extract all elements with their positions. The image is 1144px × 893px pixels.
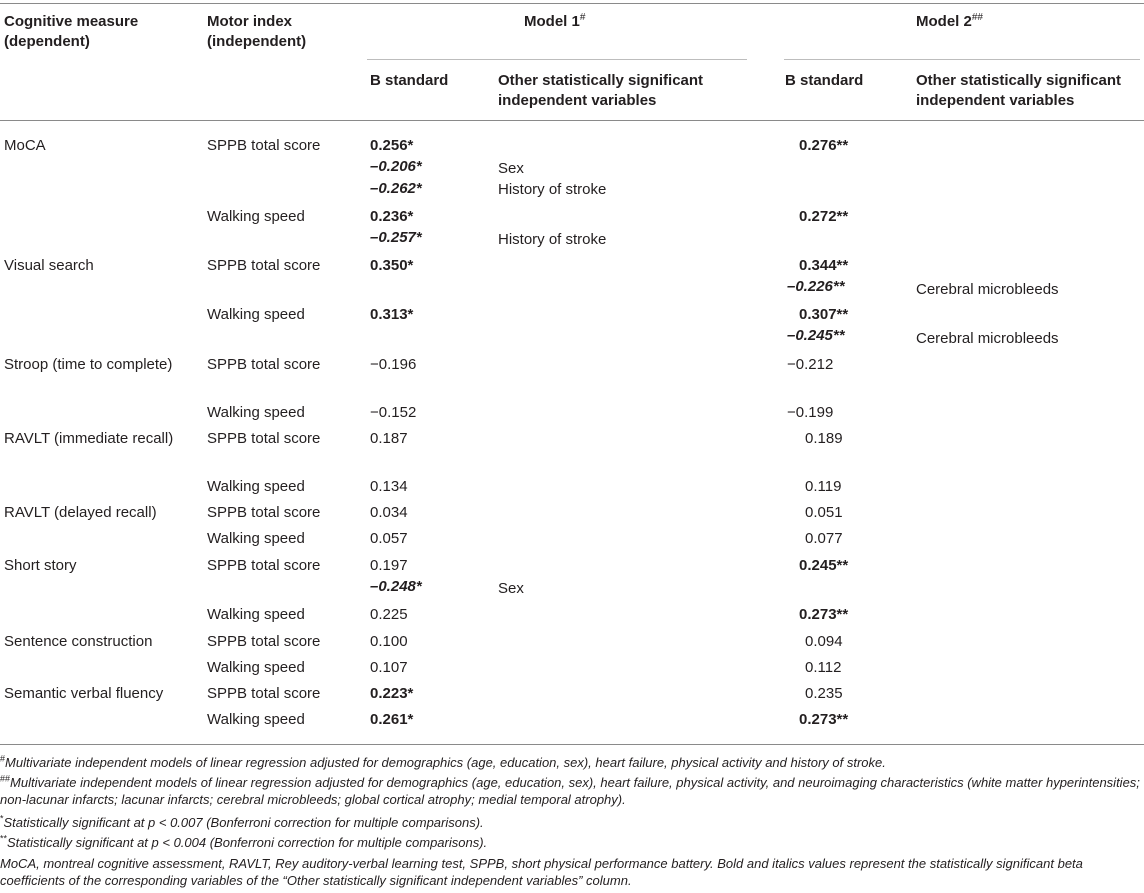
m2-covariate-name: Cerebral microbleeds bbox=[916, 281, 1059, 298]
footnote-mark: ** bbox=[0, 833, 8, 844]
m2-covariate-coefficient: –0.226** bbox=[787, 278, 845, 295]
m2-coefficient: 0.276** bbox=[799, 137, 849, 154]
m2-coefficient: 0.119 bbox=[805, 478, 842, 495]
m1-covariate-name: History of stroke bbox=[498, 181, 607, 198]
model1-header bbox=[524, 12, 585, 32]
motor-label: SPPB total score bbox=[207, 430, 321, 447]
footnote-abbreviations bbox=[0, 855, 1140, 889]
measure-stroop: Stroop (time to complete) bbox=[4, 356, 173, 373]
model2-header bbox=[916, 12, 983, 32]
measure-ravlt-immediate: RAVLT (immediate recall) bbox=[4, 430, 174, 447]
motor-label: Walking speed bbox=[207, 711, 305, 728]
footnote-model1 bbox=[0, 754, 1140, 771]
measure-ravlt-delayed: RAVLT (delayed recall) bbox=[4, 504, 157, 521]
m1-coefficient: 0.350* bbox=[370, 257, 414, 274]
motor-label: SPPB total score bbox=[207, 356, 321, 373]
measure-short-story: Short story bbox=[4, 557, 77, 574]
measure-sentence-construction: Sentence construction bbox=[4, 633, 153, 650]
motor-label: Walking speed bbox=[207, 659, 305, 676]
m1-covariate-coefficient: –0.262* bbox=[370, 180, 422, 197]
m1-coefficient: 0.261* bbox=[370, 711, 414, 728]
motor-label: SPPB total score bbox=[207, 557, 321, 574]
m2-coefficient: 0.307** bbox=[799, 306, 849, 323]
footnote-text: Statistically significant at p < 0.007 (Bonferroni correction for multiple comparisons). bbox=[3, 815, 484, 830]
m1-covariate-coefficient: –0.257* bbox=[370, 229, 422, 246]
m1-coefficient: 0.134 bbox=[370, 478, 408, 495]
model1-title: Model 1 bbox=[524, 13, 580, 30]
footnote-mark: # bbox=[0, 753, 6, 764]
model2-title: Model 2 bbox=[916, 13, 972, 30]
m1-coefficient: 0.100 bbox=[370, 633, 408, 650]
footnote-double-star bbox=[0, 834, 1140, 851]
m1-coefficient: 0.313* bbox=[370, 306, 414, 323]
m2-coefficient: 0.189 bbox=[805, 430, 843, 447]
m1-covariate-name: Sex bbox=[498, 160, 524, 177]
motor-label: SPPB total score bbox=[207, 633, 321, 650]
table-bottom-rule bbox=[0, 744, 1144, 745]
m1-coefficient: 0.107 bbox=[370, 659, 408, 676]
m1-coefficient: 0.197 bbox=[370, 557, 408, 574]
m2-coefficient: 0.235 bbox=[805, 685, 843, 702]
m2-coefficient: −0.199 bbox=[787, 404, 834, 421]
m1-coefficient: 0.187 bbox=[370, 430, 408, 447]
m2-coefficient: 0.272** bbox=[799, 208, 849, 225]
footnote-model2 bbox=[0, 774, 1140, 808]
m2-coefficient: 0.273** bbox=[799, 606, 849, 623]
m2-coefficient: 0.273** bbox=[799, 711, 849, 728]
measure-moca: MoCA bbox=[4, 137, 46, 154]
m1-covariate-coefficient: –0.248* bbox=[370, 578, 422, 595]
motor-label: SPPB total score bbox=[207, 137, 321, 154]
m2-coefficient: −0.212 bbox=[787, 356, 834, 373]
col-motor-header: Motor index (independent) bbox=[207, 13, 307, 50]
m1-coefficient: −0.196 bbox=[370, 356, 417, 373]
m1-coefficient: 0.223* bbox=[370, 685, 414, 702]
footnote-mark: * bbox=[0, 813, 4, 824]
footnote-text: Multivariate independent models of linear regression adjusted for demographics (age, education, sex), heart failure, physical activity, and neuroimaging characteristics (white matter hyperintensities; non-lacunar infarcts; lacunar infarcts; cerebral microbleeds; global cortical atrophy; medial temporal atrophy). bbox=[0, 775, 1140, 807]
measure-semantic-fluency: Semantic verbal fluency bbox=[4, 685, 164, 702]
m1-other-vars-header: Other statistically significant independent variables bbox=[498, 72, 704, 109]
m1-covariate-coefficient: –0.206* bbox=[370, 158, 422, 175]
m2-coefficient: 0.051 bbox=[805, 504, 843, 521]
m2-covariate-name: Cerebral microbleeds bbox=[916, 330, 1059, 347]
motor-label: Walking speed bbox=[207, 208, 305, 225]
footnote-text: Statistically significant at p < 0.004 (Bonferroni correction for multiple comparisons). bbox=[7, 835, 488, 850]
model2-underline bbox=[784, 59, 1140, 60]
m1-coefficient: −0.152 bbox=[370, 404, 417, 421]
model1-mark: # bbox=[579, 12, 586, 23]
m2-b-standard-header: B standard bbox=[785, 72, 864, 89]
motor-label: SPPB total score bbox=[207, 685, 321, 702]
m1-covariate-name: History of stroke bbox=[498, 231, 607, 248]
m2-covariate-coefficient: –0.245** bbox=[787, 327, 845, 344]
m1-covariate-name: Sex bbox=[498, 580, 524, 597]
motor-label: SPPB total score bbox=[207, 257, 321, 274]
footnote-mark: ## bbox=[0, 773, 11, 784]
m2-other-vars-header: Other statistically significant independent variables bbox=[916, 72, 1122, 109]
header-bottom-rule bbox=[0, 120, 1144, 121]
m1-coefficient: 0.256* bbox=[370, 137, 414, 154]
model1-underline bbox=[367, 59, 747, 60]
motor-label: Walking speed bbox=[207, 478, 305, 495]
m2-coefficient: 0.077 bbox=[805, 530, 843, 547]
m1-coefficient: 0.057 bbox=[370, 530, 408, 547]
m2-coefficient: 0.094 bbox=[805, 633, 843, 650]
motor-label: Walking speed bbox=[207, 530, 305, 547]
m1-coefficient: 0.225 bbox=[370, 606, 408, 623]
model2-mark: ## bbox=[971, 12, 983, 23]
motor-label: Walking speed bbox=[207, 306, 305, 323]
col-cognitive-header: Cognitive measure (dependent) bbox=[4, 13, 139, 50]
motor-label: SPPB total score bbox=[207, 504, 321, 521]
motor-label: Walking speed bbox=[207, 404, 305, 421]
measure-visual-search: Visual search bbox=[4, 257, 94, 274]
motor-label: Walking speed bbox=[207, 606, 305, 623]
m2-coefficient: 0.112 bbox=[805, 659, 842, 676]
m1-b-standard-header: B standard bbox=[370, 72, 449, 89]
footnote-text: MoCA, montreal cognitive assessment, RAVLT, Rey auditory-verbal learning test, SPPB, short physical performance battery. Bold and italics values represent the statistically significant beta coefficients of the corresponding variables of the “Other statistically significant independent variables” column. bbox=[0, 856, 1083, 888]
top-rule bbox=[0, 3, 1144, 4]
m2-coefficient: 0.245** bbox=[799, 557, 849, 574]
m2-coefficient: 0.344** bbox=[799, 257, 849, 274]
m1-coefficient: 0.034 bbox=[370, 504, 408, 521]
footnote-single-star bbox=[0, 814, 1140, 831]
footnote-text: Multivariate independent models of linear regression adjusted for demographics (age, education, sex), heart failure, physical activity and history of stroke. bbox=[5, 755, 886, 770]
m1-coefficient: 0.236* bbox=[370, 208, 414, 225]
